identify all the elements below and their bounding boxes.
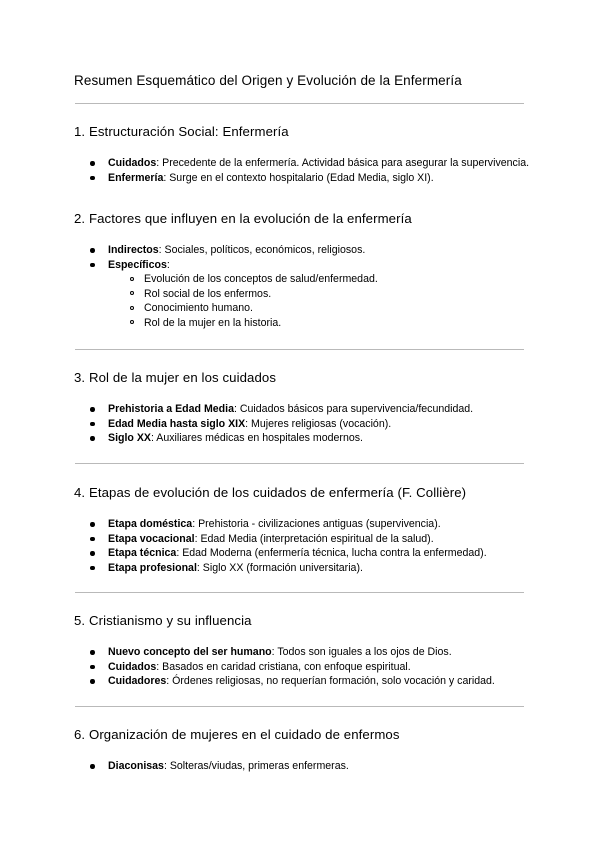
- divider: [75, 103, 524, 104]
- item-term: Etapa vocacional: [108, 532, 195, 545]
- item-term: Cuidados: [108, 660, 157, 673]
- section-etapas: [74, 485, 534, 575]
- item-text: : Prehistoria - civilizaciones antiguas (supervivencia).: [192, 518, 441, 530]
- list-item: [74, 660, 534, 675]
- list-item: [74, 532, 534, 547]
- item-text: : Surge en el contexto hospitalario (Edad Media, siglo XI).: [163, 171, 434, 184]
- divider: [75, 592, 524, 593]
- item-term: Etapa doméstica: [108, 518, 193, 530]
- list-item: [74, 156, 534, 171]
- item-text: : Solteras/viudas, primeras enfermeras.: [163, 760, 349, 772]
- section-rol-mujer: [74, 370, 534, 446]
- list-item: [74, 674, 534, 689]
- list-item: [74, 417, 534, 432]
- sub-list-item: Conocimiento humano.: [74, 301, 534, 316]
- section-heading: 4. Etapas de evolución de los cuidados de enfermería (F. Collière): [74, 485, 467, 500]
- item-term: Específicos: [108, 258, 167, 271]
- item-term: Enfermería: [108, 171, 164, 184]
- bullet-list: [74, 156, 534, 185]
- item-text: : Cuidados básicos para supervivencia/fecundidad.: [234, 403, 474, 415]
- list-item: [74, 561, 534, 576]
- section-heading: 5. Cristianismo y su influencia: [74, 613, 252, 628]
- item-term: Cuidadores: [108, 675, 167, 687]
- section-estructuracion-social: [74, 124, 534, 185]
- item-term: Etapa profesional: [108, 561, 197, 574]
- bullet-list: [74, 759, 534, 774]
- item-text: : Precedente de la enfermería. Actividad básica para asegurar la supervivencia.: [156, 157, 530, 169]
- divider: [75, 706, 524, 707]
- section-heading: 1. Estructuración Social: Enfermería: [74, 124, 289, 139]
- list-item: [74, 546, 534, 561]
- sub-list-item: Rol social de los enfermos.: [74, 287, 534, 302]
- section-heading: 3. Rol de la mujer en los cuidados: [74, 370, 277, 385]
- list-item: [74, 431, 534, 446]
- list-item: [74, 258, 534, 273]
- list-item: [74, 171, 534, 186]
- item-term: Siglo XX: [108, 432, 151, 444]
- item-text: : Órdenes religiosas, no requerían formación, solo vocación y caridad.: [166, 675, 495, 687]
- item-text: : Basados en caridad cristiana, con enfoque espiritual.: [156, 660, 411, 673]
- bullet-list: [74, 645, 534, 689]
- item-text: : Mujeres religiosas (vocación).: [245, 417, 392, 430]
- section-cristianismo: [74, 613, 534, 689]
- section-heading: 2. Factores que influyen en la evolución de la enfermería: [74, 211, 412, 226]
- section-factores: [74, 211, 534, 330]
- divider: [75, 463, 524, 464]
- list-item: [74, 517, 534, 532]
- bullet-list: [74, 402, 534, 446]
- item-text: : Sociales, políticos, económicos, religiosos.: [158, 244, 366, 256]
- list-item: [74, 402, 534, 417]
- section-heading: 6. Organización de mujeres en el cuidado de enfermos: [74, 727, 400, 742]
- list-item: [74, 759, 534, 774]
- item-term: Edad Media hasta siglo XIX: [108, 417, 246, 430]
- item-term: Prehistoria a Edad Media: [108, 403, 234, 415]
- item-text: : Todos son iguales a los ojos de Dios.: [271, 646, 452, 658]
- item-text: : Auxiliares médicas en hospitales modernos.: [150, 432, 363, 444]
- item-term: Cuidados: [108, 157, 157, 169]
- list-item: [74, 645, 534, 660]
- section-organizacion-mujeres: [74, 727, 534, 774]
- item-term: Nuevo concepto del ser humano: [108, 646, 272, 658]
- sub-list-item: Rol de la mujer en la historia.: [74, 316, 534, 331]
- divider: [75, 349, 524, 350]
- item-text: : Edad Moderna (enfermería técnica, lucha contra la enfermedad).: [176, 547, 487, 559]
- item-term: Indirectos: [108, 244, 159, 256]
- item-text: : Siglo XX (formación universitaria).: [196, 561, 363, 574]
- item-term: Etapa técnica: [108, 547, 177, 559]
- bullet-list: [74, 243, 534, 272]
- sub-list: [74, 272, 534, 330]
- item-text: : Edad Media (interpretación espiritual de la salud).: [194, 532, 434, 545]
- item-text: :: [166, 258, 170, 271]
- document-title: Resumen Esquemático del Origen y Evolución de la Enfermería: [74, 73, 462, 88]
- bullet-list: [74, 517, 534, 575]
- sub-list-item: Evolución de los conceptos de salud/enfermedad.: [74, 272, 534, 287]
- list-item: [74, 243, 534, 258]
- item-term: Diaconisas: [108, 760, 164, 772]
